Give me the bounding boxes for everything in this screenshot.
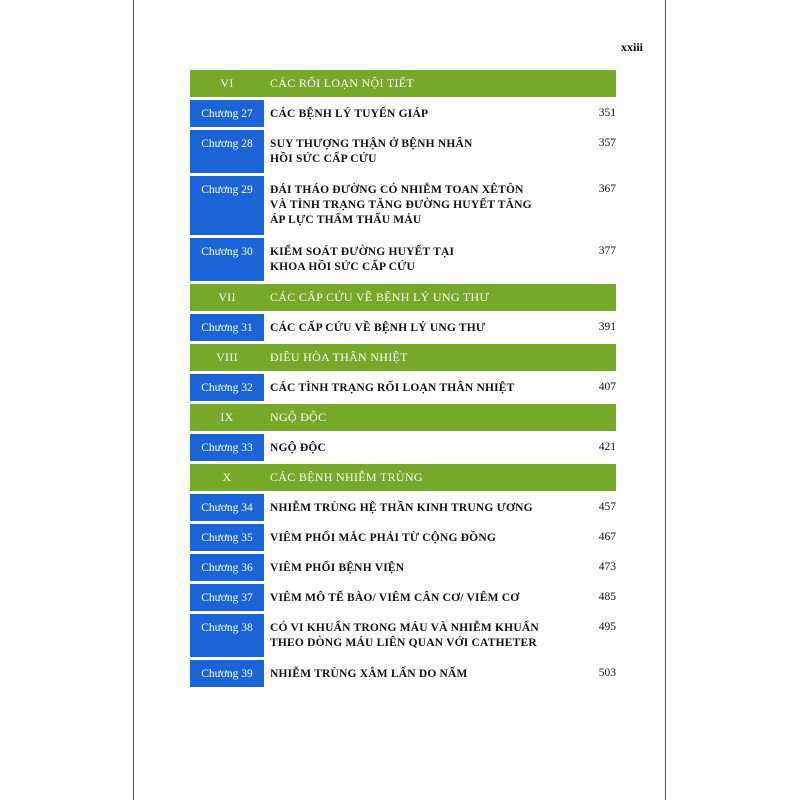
chapter-row <box>190 176 616 235</box>
chapter-label: Chương 36 <box>190 554 264 581</box>
chapter-page-number: 367 <box>598 183 616 195</box>
part-title: ĐIỀU HÒA THÂN NHIỆT <box>270 350 408 364</box>
part-header <box>190 404 616 431</box>
part-number: VI <box>220 76 234 90</box>
chapter-label: Chương 33 <box>190 434 264 461</box>
chapter-page-number: 407 <box>598 381 616 393</box>
chapter-row <box>190 238 616 281</box>
chapter-label: Chương 35 <box>190 524 264 551</box>
chapter-row <box>190 100 616 127</box>
chapter-label: Chương 27 <box>190 100 264 127</box>
chapter-title: CÁC CẤP CỨU VỀ BỆNH LÝ UNG THƯ <box>270 322 486 334</box>
chapter-row <box>190 494 616 521</box>
table-of-contents <box>190 70 616 690</box>
part-title: CÁC RỐI LOẠN NỘI TIẾT <box>270 76 415 90</box>
chapter-page-number: 485 <box>598 591 616 603</box>
chapter-title: KIỂM SOÁT ĐƯỜNG HUYẾT TẠI KHOA HỒI SỨC CẤP CỨU <box>270 246 455 273</box>
chapter-page-number: 495 <box>598 621 616 633</box>
part-header <box>190 284 616 311</box>
chapter-label: Chương 39 <box>190 660 264 687</box>
chapter-row <box>190 614 616 657</box>
chapter-row <box>190 374 616 401</box>
part-number: VII <box>218 290 236 304</box>
chapter-title: CÁC TÌNH TRẠNG RỐI LOẠN THÂN NHIỆT <box>270 382 515 394</box>
chapter-title: VIÊM PHỔI MẮC PHẢI TỪ CỘNG ĐỒNG <box>270 532 496 544</box>
chapter-label: Chương 38 <box>190 614 264 657</box>
chapter-label: Chương 29 <box>190 176 264 235</box>
chapter-row <box>190 130 616 173</box>
chapter-label: Chương 34 <box>190 494 264 521</box>
part-title: CÁC CẤP CỨU VỀ BỆNH LÝ UNG THƯ <box>270 290 490 304</box>
chapter-label: Chương 32 <box>190 374 264 401</box>
chapter-title: CÁC BỆNH LÝ TUYẾN GIÁP <box>270 108 429 120</box>
part-number: IX <box>220 410 234 424</box>
chapter-row <box>190 314 616 341</box>
chapter-row <box>190 434 616 461</box>
chapter-page-number: 351 <box>598 107 616 119</box>
chapter-title: NGỘ ĐỘC <box>270 442 327 454</box>
chapter-row <box>190 660 616 687</box>
chapter-page-number: 503 <box>598 667 616 679</box>
chapter-row <box>190 554 616 581</box>
chapter-page-number: 357 <box>598 137 616 149</box>
part-title: CÁC BỆNH NHIỄM TRÙNG <box>270 470 423 484</box>
page-number: xxiii <box>620 40 643 54</box>
chapter-title: NHIỄM TRÙNG HỆ THẦN KINH TRUNG ƯƠNG <box>270 502 533 514</box>
part-number: X <box>222 470 232 484</box>
chapter-page-number: 473 <box>598 561 616 573</box>
part-header <box>190 464 616 491</box>
chapter-title: CÓ VI KHUẨN TRONG MÁU VÀ NHIỄM KHUẨN THEO DÒNG MÁU LIÊN QUAN VỚI CATHETER <box>270 622 539 649</box>
chapter-title: VIÊM MÔ TẾ BÀO/ VIÊM CÂN CƠ/ VIÊM CƠ <box>270 592 520 604</box>
chapter-page-number: 421 <box>598 441 616 453</box>
part-header <box>190 70 616 97</box>
chapter-label: Chương 37 <box>190 584 264 611</box>
chapter-label: Chương 31 <box>190 314 264 341</box>
part-header <box>190 344 616 371</box>
chapter-row <box>190 524 616 551</box>
chapter-label: Chương 28 <box>190 130 264 173</box>
chapter-title: SUY THƯỢNG THẬN Ở BỆNH NHÂN HỒI SỨC CẤP CỨU <box>270 138 473 165</box>
chapter-row <box>190 584 616 611</box>
chapter-page-number: 391 <box>598 321 616 333</box>
part-title: NGỘ ĐỘC <box>270 410 327 424</box>
chapter-title: VIÊM PHỔI BỆNH VIỆN <box>270 562 405 574</box>
chapter-label: Chương 30 <box>190 238 264 281</box>
chapter-page-number: 457 <box>598 501 616 513</box>
chapter-title: NHIỄM TRÙNG XÂM LẤN DO NẤM <box>270 668 468 680</box>
chapter-page-number: 377 <box>598 245 616 257</box>
book-page <box>133 0 666 800</box>
part-number: VIII <box>216 350 238 364</box>
chapter-page-number: 467 <box>598 531 616 543</box>
chapter-title: ĐÁI THÁO ĐƯỜNG CÓ NHIỄM TOAN XÊTÔN VÀ TÌNH TRẠNG TĂNG ĐƯỜNG HUYẾT TĂNG ÁP LỰC THẨM THẤU MÁU <box>270 184 532 226</box>
